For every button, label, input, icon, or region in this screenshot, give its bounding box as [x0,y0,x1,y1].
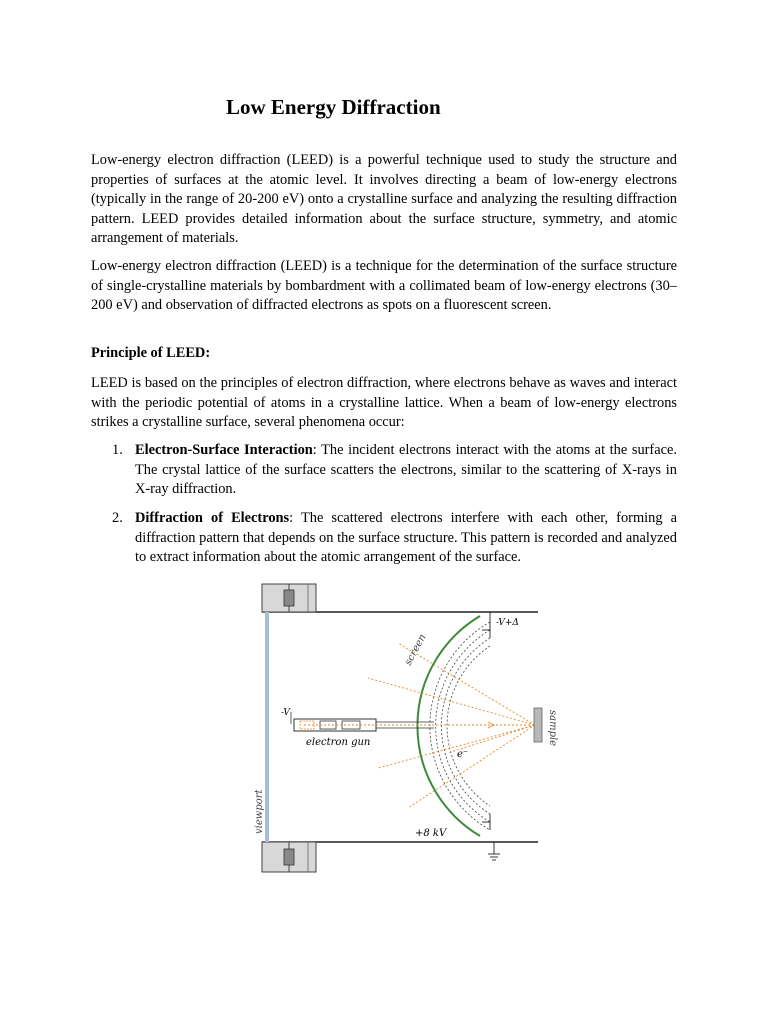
viewport-label: viewport [254,789,265,834]
list-item-number: 1. [112,442,123,458]
electron-gun-label: electron gun [306,737,371,748]
intro-paragraph-2: Low-energy electron diffraction (LEED) is a technique for the determination of the surface structure of single-crystalline materials by bombardment with a collimated beam of low-energy electrons (30–200 eV) and observation of diffracted electrons as spots on a fluorescent screen. [91,258,677,313]
sample-holder [534,708,542,742]
list-item-body [135,441,677,500]
document-title: Low Energy Diffraction [226,95,441,119]
list-item-text: : The scattered electrons interfere with each other, forming a diffraction pattern that depends on the surface structure. This pattern is recorded and analyzed to extract information about the atomic arrangement of the surface. [135,510,677,565]
section-heading: Principle of LEED: [91,345,211,361]
screen-label: screen [402,632,429,668]
leed-diagram [248,578,558,876]
flange-bottom [262,842,316,872]
list-item-number: 2. [112,510,123,526]
list-item-body [135,509,677,568]
fluorescent-screen [417,616,480,836]
list-item-text: : The incident electrons interact with the atoms at the surface. The crystal lattice of the surface scatters the electrons, similar to the scattering of X-rays in X-ray diffraction. [135,442,677,497]
sample-label: sample [547,710,558,747]
intro-paragraph-1: Low-energy electron diffraction (LEED) is a powerful technique used to study the structure and properties of surfaces at the atomic level. It involves directing a beam of low-energy electrons (typically in the range of 20-200 eV) onto a crystalline surface and analyzing the resulting diffraction pattern. LEED provides detailed information about the surface structure, symmetry, and atomic arrangement of materials. [91,152,677,246]
wiring-bottom [482,814,500,860]
flange-top [262,584,316,612]
voltage-retard-label: -V+Δ [496,618,519,628]
electron-label: e⁻ [457,749,469,760]
list-item-term: Electron-Surface Interaction [135,442,313,458]
voltage-gun-label: -V [281,708,290,718]
list-item-term: Diffraction of Electrons [135,510,290,526]
voltage-screen-label: +8 kV [415,828,447,839]
leed-apparatus-figure [248,578,558,876]
section-intro-paragraph: LEED is based on the principles of electron diffraction, where electrons behave as waves and interact with the periodic potential of atoms in a crystalline lattice. When a beam of low-energy electrons strikes a crystalline surface, several phenomena occur: [91,375,677,430]
electron-gun [291,712,434,731]
retarding-grids [430,622,490,830]
